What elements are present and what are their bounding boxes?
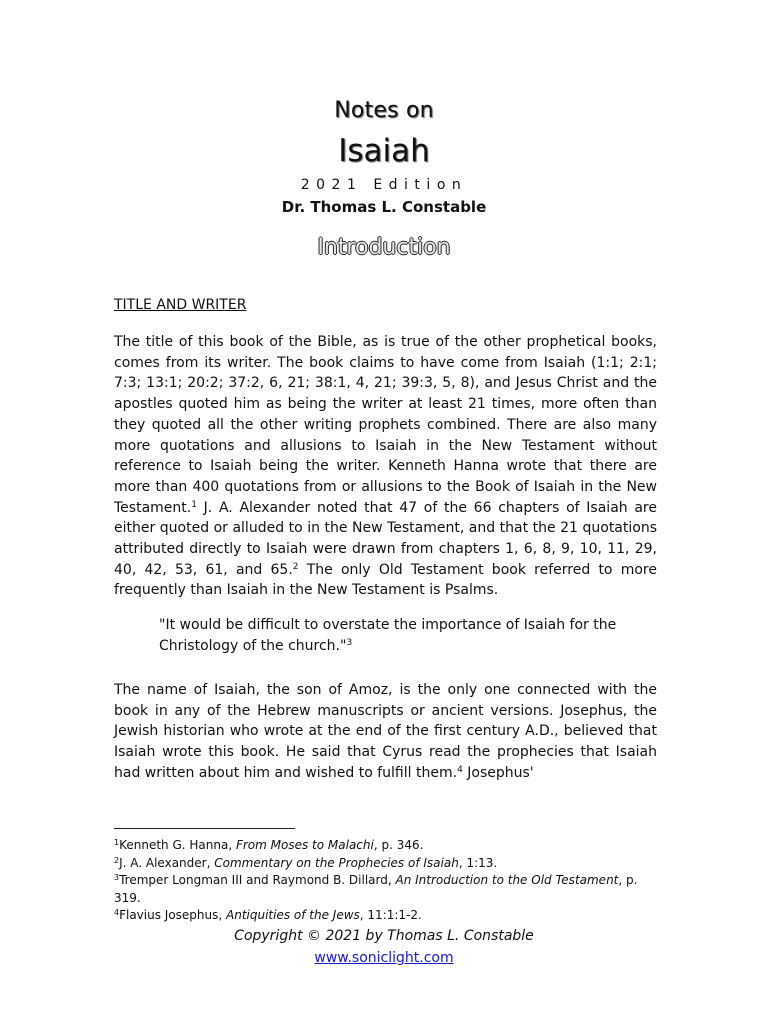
website-link[interactable]: www.soniclight.com [314,950,454,966]
footnote-ref-4[interactable]: 4 [457,764,463,775]
footnote-3 [114,872,659,907]
book-title: Isaiah [338,133,430,169]
footnote-number: 3 [114,873,120,882]
author-name: Dr. Thomas L. Constable [281,198,487,216]
footnote-book-title: An Introduction to the Old Testament [395,873,619,887]
footnote-text: , p. 319. [114,873,638,905]
paragraph-text: The only Old Testament book referred to more frequently than Isaiah in the New Testament is Psalms. [114,561,657,599]
header-notes-on: Notes on [334,98,434,123]
footnote-text: Flavius Josephus, [119,908,227,922]
footnote-text: , 1:13. [458,855,498,870]
footnote-divider [114,828,295,829]
footnote-ref-3[interactable]: 3 [346,637,353,648]
footnote-number: 1 [114,838,120,847]
body-paragraph-2 [114,680,657,784]
body-paragraph-1 [114,332,657,601]
footnote-text: , 11:1:1-2. [359,908,422,922]
footnote-ref-1[interactable]: 1 [191,499,197,510]
edition-label: 2021 Edition [300,177,468,193]
footnote-ref-2[interactable]: 2 [292,561,299,572]
quote-text: "It would be difficult to overstate the importance of Isaiah for the Christology of the church." [159,617,617,654]
footnote-4 [114,907,659,925]
paragraph-text: Josephus' [462,764,534,781]
footnote-number: 4 [114,908,120,917]
footnotes [114,837,659,925]
footnote-book-title: Antiquities of the Jews [226,908,360,922]
footnote-book-title: From Moses to Malachi [235,838,374,852]
block-quote [159,615,629,656]
footnote-book-title: Commentary on the Prophecies of Isaiah [214,855,459,870]
footnote-number: 2 [114,855,120,865]
paragraph-text: The name of Isaiah, the son of Amoz, is the only one connected with the book in any of the Hebrew manuscripts or ancient versions. Josephus, the Jewish historian who wrote at the end of the first century A.D., believed that Isaiah wrote this book. He said that Cyrus read the prophecies that Isaiah had written about him and wished to fulfill them. [114,682,657,781]
footnote-text: J. A. Alexander, [119,855,215,870]
section-title: TITLE AND WRITER [114,297,247,313]
footnote-1 [114,837,659,855]
footnote-2 [114,855,659,873]
copyright-notice: Copyright © 2021 by Thomas L. Constable [234,928,534,944]
footnote-text: Kenneth G. Hanna, [119,838,236,852]
paragraph-text: J. A. Alexander noted that 47 of the 66 chapters of Isaiah are either quoted or alluded to in the New Testament, and that the 21 quotations attributed directly to Isaiah were drawn from chapters 1, 6, 8, 9, 10, 11, 29, 40, 42, 53, 61, and 65. [114,499,657,578]
website-link-container [0,950,768,966]
footnote-text: Tremper Longman III and Raymond B. Dillard, [119,873,396,887]
footnote-text: , p. 346. [373,838,424,852]
introduction-heading: Introduction [317,235,451,260]
paragraph-text: The title of this book of the Bible, as is true of the other prophetical books, comes from its writer. The book claims to have come from Isaiah (1:1; 2:1; 7:3; 13:1; 20:2; 37:2, 6, 21; 38:1, 4, 21; 39:3, 5, 8), and Jesus Christ and the apostles quoted him as being the writer at least 21 times, more often than they quoted all the other writing prophets combined. There are also many more quotations and allusions to Isaiah in the New Testament without reference to Isaiah being the writer. Kenneth Hanna wrote that there are more than 400 quotations from or allusions to the Book of Isaiah in the New Testament. [114,334,657,516]
